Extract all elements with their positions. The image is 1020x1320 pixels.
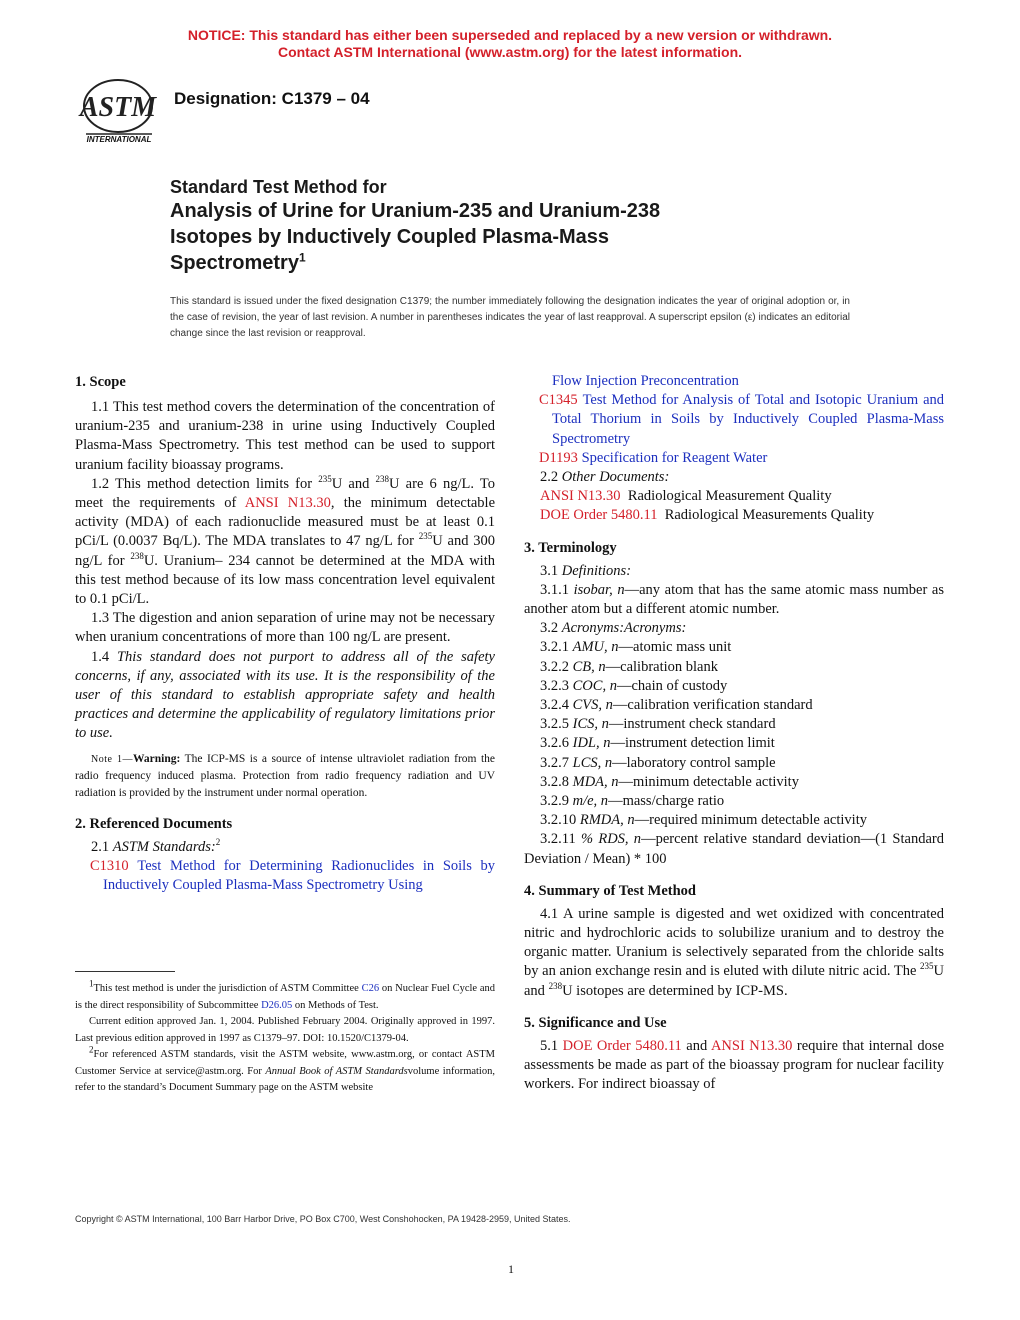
title-line-2: Analysis of Urine for Uranium-235 and Uranium-238 <box>170 200 661 222</box>
designation: Designation: C1379 – 04 <box>174 89 370 108</box>
acronym-item: 3.2.11 % RDS, n—percent relative standard deviation—(1 Standard Deviation / Mean) * 100 <box>524 831 944 867</box>
terminology-heading: 3. Terminology <box>524 539 617 556</box>
note-1: Note 1—Warning: The ICP-MS is a source of intense ultraviolet radiation from the radio frequency induced plasma. Protection from radio frequency radiation and UV radiation is provided by the instrument under normal operation. <box>75 752 495 799</box>
issued-note: This standard is issued under the fixed designation C1379; the number immediately following the designation indicates the year of original adoption or, in the case of revision, the year of last revision. A number in parentheses indicates the year of last reapproval. A superscript epsilon (ε) indicates an editorial change since the last revision or reapproval. <box>170 296 850 339</box>
right-column <box>524 372 944 1095</box>
ref-doe[interactable]: DOE Order 5480.11 Radiological Measurements Quality <box>540 507 875 524</box>
astm-standards: 2.1 ASTM Standards:$^2$ <box>91 836 221 855</box>
acronym-item: 3.2.9 m/e, n—mass/charge ratio <box>540 793 725 810</box>
acronym-item: 3.2.4 CVS, n—calibration verification standard <box>540 697 813 714</box>
ref-ansi[interactable]: ANSI N13.30 Radiological Measurement Quality <box>540 488 832 505</box>
left-column <box>75 372 495 895</box>
title-line-3: Isotopes by Inductively Coupled Plasma-Mass <box>170 226 610 248</box>
acronyms: 3.2 Acronyms:Acronyms: <box>540 620 687 637</box>
footnote-2: $^2$For referenced ASTM standards, visit the ASTM website, www.astm.org, or contact ASTM Customer Service at service@astm.org. For Annual Book of ASTM Standardsvolume information, refer to the standard’s Document Summary page on the ASTM website <box>75 1044 495 1093</box>
svg-text:ASTM: ASTM <box>79 92 157 123</box>
definitions: 3.1 Definitions: <box>540 562 632 579</box>
document-title <box>170 176 810 276</box>
title-footnote-mark: 1 <box>298 250 306 265</box>
logo-text: INTERNATIONAL <box>86 135 152 144</box>
copyright: Copyright © ASTM International, 100 Barr Harbor Drive, PO Box C700, West Conshohocken, PA 19428-2959, United States. <box>75 1214 571 1224</box>
ref-c1310-cont[interactable]: Flow Injection Preconcentration <box>552 373 739 389</box>
summary-4-1: 4.1 A urine sample is digested and wet oxidized with concentrated nitric and hydrochloric acids to solubilize uranium and to destroy the organic matter. Uranium is selectively separated from the chloride salts by an anion exchange resin and is eluted with dilute nitric acid. The $^{235}$U and $^{238}$U isotopes are determined by ICP-MS. <box>524 905 944 999</box>
footnote-rule <box>75 971 175 972</box>
def-isobar: 3.1.1 isobar, n—any atom that has the same atomic mass number as another atom but a different atomic number. <box>524 581 944 618</box>
acronym-item: 3.2.8 MDA, n—minimum detectable activity <box>540 773 799 790</box>
title-line-4: Spectrometry <box>170 252 299 274</box>
scope-1-3: 1.3 The digestion and anion separation of urine may not be necessary when uranium concentrations of more than 100 ng/L are present. <box>75 610 495 646</box>
other-documents: 2.2 Other Documents: <box>540 469 670 486</box>
summary-heading: 4. Summary of Test Method <box>524 882 696 899</box>
acronym-item: 3.2.2 CB, n—calibration blank <box>540 658 718 675</box>
acronym-item: 3.2.3 COC, n—chain of custody <box>540 677 728 694</box>
ref-c1310[interactable]: C1310 Test Method for Determining Radionuclides in Soils by Inductively Coupled Plasma-Mass Spectrometry Using <box>90 857 495 894</box>
ansi-link[interactable]: ANSI N13.30 <box>244 495 331 512</box>
ref-c1345[interactable]: C1345 Test Method for Analysis of Total and Isotopic Uranium and Total Thorium in Soils by Inductively Coupled Plasma-Mass Spectrometry <box>539 392 944 447</box>
ref-d1193[interactable]: D1193 Specification for Reagent Water <box>539 449 768 466</box>
notice-line-2: Contact ASTM International (www.astm.org) for the latest information. <box>277 44 743 60</box>
acronym-item: 3.2.1 AMU, n—atomic mass unit <box>540 639 732 656</box>
acronym-item: 3.2.5 ICS, n—instrument check standard <box>540 716 776 733</box>
page-number: 1 <box>508 1262 514 1276</box>
significance-heading: 5. Significance and Use <box>524 1014 667 1031</box>
acronym-item: 3.2.6 IDL, n—instrument detection limit <box>540 735 775 752</box>
scope-1-4: 1.4 This standard does not purport to address all of the safety concerns, if any, associated with its use. It is the responsibility of the user of this standard to establish appropriate safety and health practices and determine the applicability of regulatory limitations prior to use. <box>75 648 495 742</box>
acronym-item: 3.2.10 RMDA, n—required minimum detectable activity <box>540 812 867 829</box>
scope-heading: 1. Scope <box>75 374 126 390</box>
ansi-link-2[interactable]: ANSI N13.30 <box>710 1037 793 1054</box>
footnotes <box>75 978 496 1097</box>
scope-1-1: 1.1 This test method covers the determination of the concentration of uranium-235 and uranium-238 in urine using Inductively Coupled Plasma-Mass Spectrometry. This test method can be used to support uranium facility bioassay programs. <box>75 399 495 473</box>
footnote-1: $^1$This test method is under the jurisdiction of ASTM Committee C26 on Nuclear Fuel Cycle and is the direct responsibility of Subcommittee D26.05 on Methods of Test. <box>75 978 496 1011</box>
scope-1-2: 1.2 This method detection limits for $^{235}$U and $^{238}$U are 6 ng/L. To meet the requirements of ANSI N13.30, the minimum detectable activity (MDA) of each radionuclide measured must be at least 0.1 pCi/L (0.0037 Bq/L). The MDA translates to 47 ng/L for $^{235}$U and 300 ng/L for $^{238}$U. Uranium– 234 cannot be determined at the MDA with this test method because of its low mass concentration level equivalent to 0.1 pCi/L. <box>75 473 496 608</box>
title-line-1: Standard Test Method for <box>170 177 387 197</box>
doe-link[interactable]: DOE Order 5480.11 <box>562 1037 682 1054</box>
astm-logo <box>76 76 162 148</box>
footnote-edition: Current edition approved Jan. 1, 2004. Published February 2004. Originally approved in 1997. Last previous edition approved in 1997 as C1379–97. DOI: 10.1520/C1379-04. <box>75 1016 495 1044</box>
notice-line-1: NOTICE: This standard has either been superseded and replaced by a new version or withdrawn. <box>187 27 833 43</box>
referenced-heading: 2. Referenced Documents <box>75 815 233 832</box>
acronym-item: 3.2.7 LCS, n—laboratory control sample <box>540 754 776 771</box>
significance-5-1: 5.1 DOE Order 5480.11 and ANSI N13.30 require that internal dose assessments be made as part of the bioassay program for nuclear facility workers. For indirect bioassay of <box>524 1037 945 1093</box>
